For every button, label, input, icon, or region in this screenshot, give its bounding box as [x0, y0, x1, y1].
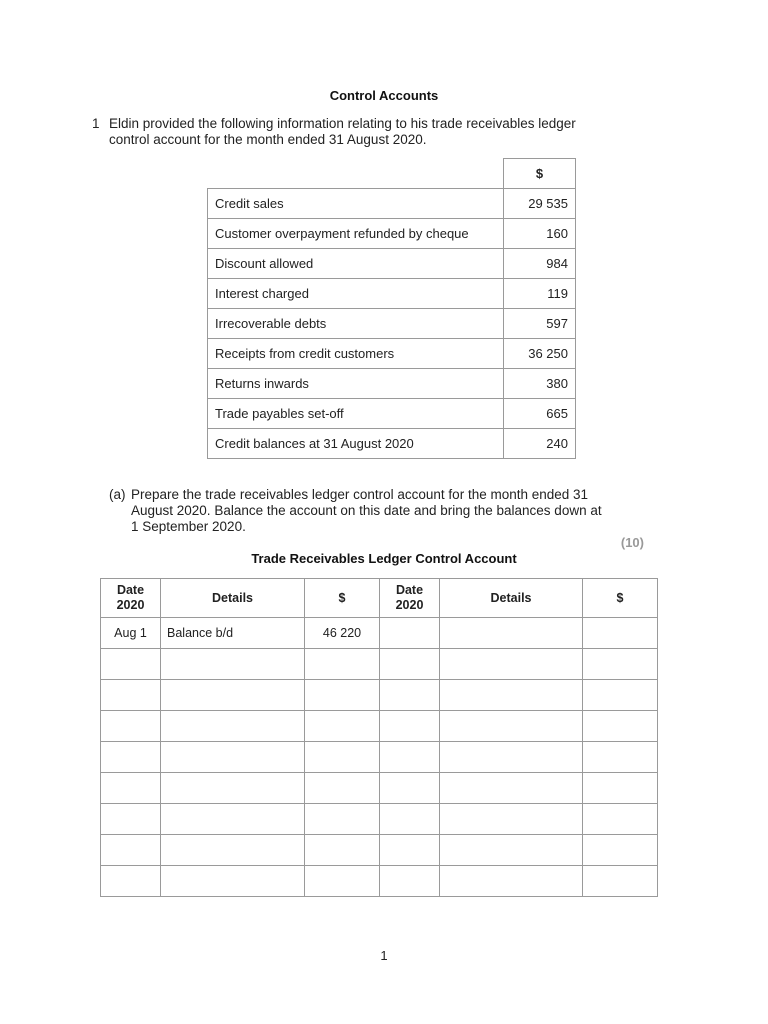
- ledger-cell-amount-cr[interactable]: [583, 680, 658, 711]
- date-header-line1: Date: [116, 583, 145, 597]
- info-table-row: [208, 249, 576, 279]
- info-row-label: Irrecoverable debts: [208, 309, 504, 339]
- info-row-amount: 984: [504, 249, 576, 279]
- ledger-cell-date-cr[interactable]: [380, 835, 440, 866]
- ledger-cell-details-dr[interactable]: Balance b/d: [161, 618, 305, 649]
- ledger-cell-date-cr[interactable]: [380, 618, 440, 649]
- date-header-line1: Date: [395, 583, 424, 597]
- ledger-cell-details-dr[interactable]: [161, 742, 305, 773]
- ledger-cell-details-dr[interactable]: [161, 773, 305, 804]
- info-table-row: [208, 369, 576, 399]
- ledger-cell-details-cr[interactable]: [440, 866, 583, 897]
- info-row-amount: 665: [504, 399, 576, 429]
- part-a-label: (a): [109, 487, 126, 502]
- ledger-cell-amount-dr[interactable]: [305, 742, 380, 773]
- ledger-cell-details-cr[interactable]: [440, 649, 583, 680]
- ledger-cell-amount-dr[interactable]: [305, 711, 380, 742]
- table-row: [101, 649, 658, 680]
- ledger-cell-details-cr[interactable]: [440, 804, 583, 835]
- ledger-cell-date-cr[interactable]: [380, 742, 440, 773]
- ledger-cell-date-dr[interactable]: [101, 711, 161, 742]
- ledger-cell-date-cr[interactable]: [380, 680, 440, 711]
- info-table-row: [208, 309, 576, 339]
- ledger-cell-date-dr[interactable]: [101, 680, 161, 711]
- info-table-row: [208, 399, 576, 429]
- info-row-amount: 160: [504, 219, 576, 249]
- date-header-line2: 2020: [395, 598, 424, 612]
- ledger-cell-date-dr[interactable]: [101, 866, 161, 897]
- ledger-cell-date-cr[interactable]: [380, 649, 440, 680]
- ledger-cell-details-cr[interactable]: [440, 773, 583, 804]
- info-row-amount: 29 535: [504, 189, 576, 219]
- info-table-currency-header: $: [504, 159, 576, 189]
- info-row-label: Interest charged: [208, 279, 504, 309]
- ledger-cell-amount-cr[interactable]: [583, 649, 658, 680]
- info-table: [207, 158, 576, 459]
- info-row-amount: 597: [504, 309, 576, 339]
- ledger-cell-amount-cr[interactable]: [583, 618, 658, 649]
- ledger-cell-date-cr[interactable]: [380, 773, 440, 804]
- ledger-header-amount-cr: $: [583, 579, 658, 618]
- table-row: [101, 680, 658, 711]
- ledger-cell-details-dr[interactable]: [161, 711, 305, 742]
- ledger-cell-amount-dr[interactable]: 46 220: [305, 618, 380, 649]
- ledger-cell-amount-dr[interactable]: [305, 866, 380, 897]
- ledger-cell-amount-cr[interactable]: [583, 835, 658, 866]
- info-row-label: Customer overpayment refunded by cheque: [208, 219, 504, 249]
- page-number: 1: [380, 948, 388, 963]
- info-row-amount: 240: [504, 429, 576, 459]
- ledger-cell-amount-dr[interactable]: [305, 680, 380, 711]
- ledger-cell-details-dr[interactable]: [161, 649, 305, 680]
- ledger-header-amount-dr: $: [305, 579, 380, 618]
- ledger-table: [100, 578, 658, 897]
- info-table-row: [208, 219, 576, 249]
- ledger-cell-details-cr[interactable]: [440, 711, 583, 742]
- table-row: [101, 866, 658, 897]
- question-number: 1: [92, 116, 100, 131]
- ledger-cell-amount-cr[interactable]: [583, 742, 658, 773]
- ledger-cell-details-dr[interactable]: [161, 835, 305, 866]
- ledger-header-date-cr: [380, 579, 440, 618]
- info-table-blank-cell: [208, 159, 504, 189]
- ledger-cell-details-cr[interactable]: [440, 742, 583, 773]
- info-row-amount: 36 250: [504, 339, 576, 369]
- ledger-header-details-cr: Details: [440, 579, 583, 618]
- info-row-amount: 380: [504, 369, 576, 399]
- part-a-marks: (10): [620, 535, 644, 550]
- ledger-cell-date-dr[interactable]: Aug 1: [101, 618, 161, 649]
- ledger-cell-amount-dr[interactable]: [305, 835, 380, 866]
- info-row-label: Discount allowed: [208, 249, 504, 279]
- table-row: [101, 835, 658, 866]
- account-title: Trade Receivables Ledger Control Account: [251, 551, 517, 566]
- info-table-row: [208, 339, 576, 369]
- ledger-header-date-dr: [101, 579, 161, 618]
- info-table-row: [208, 189, 576, 219]
- ledger-cell-details-dr[interactable]: [161, 680, 305, 711]
- ledger-cell-date-dr[interactable]: [101, 742, 161, 773]
- ledger-cell-date-dr[interactable]: [101, 649, 161, 680]
- ledger-header-details-dr: Details: [161, 579, 305, 618]
- info-row-label: Credit sales: [208, 189, 504, 219]
- table-row: [101, 804, 658, 835]
- ledger-cell-amount-cr[interactable]: [583, 866, 658, 897]
- info-table-row: [208, 429, 576, 459]
- ledger-cell-details-cr[interactable]: [440, 835, 583, 866]
- table-row: [101, 773, 658, 804]
- ledger-cell-date-cr[interactable]: [380, 711, 440, 742]
- ledger-cell-details-cr[interactable]: [440, 680, 583, 711]
- info-row-label: Trade payables set-off: [208, 399, 504, 429]
- ledger-cell-amount-dr[interactable]: [305, 804, 380, 835]
- ledger-header-row: [101, 579, 658, 618]
- ledger-cell-date-cr[interactable]: [380, 804, 440, 835]
- part-a-text: Prepare the trade receivables ledger control account for the month ended 31 August 2020. Balance the account on this date and bring the balances down at 1 September 2020.: [131, 487, 602, 534]
- info-row-label: Returns inwards: [208, 369, 504, 399]
- question-text: Eldin provided the following information relating to his trade receivables ledger control account for the month ended 31 August 2020.: [109, 116, 576, 147]
- ledger-cell-amount-cr[interactable]: [583, 804, 658, 835]
- date-header-line2: 2020: [116, 598, 145, 612]
- table-row: [101, 711, 658, 742]
- ledger-cell-details-cr[interactable]: [440, 618, 583, 649]
- page-title: Control Accounts: [329, 88, 439, 103]
- ledger-cell-amount-cr[interactable]: [583, 773, 658, 804]
- ledger-cell-details-dr[interactable]: [161, 804, 305, 835]
- table-row: [101, 618, 658, 649]
- info-row-amount: 119: [504, 279, 576, 309]
- ledger-cell-date-dr[interactable]: [101, 835, 161, 866]
- table-row: [101, 742, 658, 773]
- ledger-cell-amount-dr[interactable]: [305, 773, 380, 804]
- ledger-cell-date-dr[interactable]: [101, 773, 161, 804]
- info-row-label: Credit balances at 31 August 2020: [208, 429, 504, 459]
- info-table-header-row: [208, 159, 576, 189]
- ledger-cell-date-dr[interactable]: [101, 804, 161, 835]
- info-row-label: Receipts from credit customers: [208, 339, 504, 369]
- ledger-cell-amount-cr[interactable]: [583, 711, 658, 742]
- ledger-cell-date-cr[interactable]: [380, 866, 440, 897]
- info-table-row: [208, 279, 576, 309]
- ledger-cell-details-dr[interactable]: [161, 866, 305, 897]
- ledger-cell-amount-dr[interactable]: [305, 649, 380, 680]
